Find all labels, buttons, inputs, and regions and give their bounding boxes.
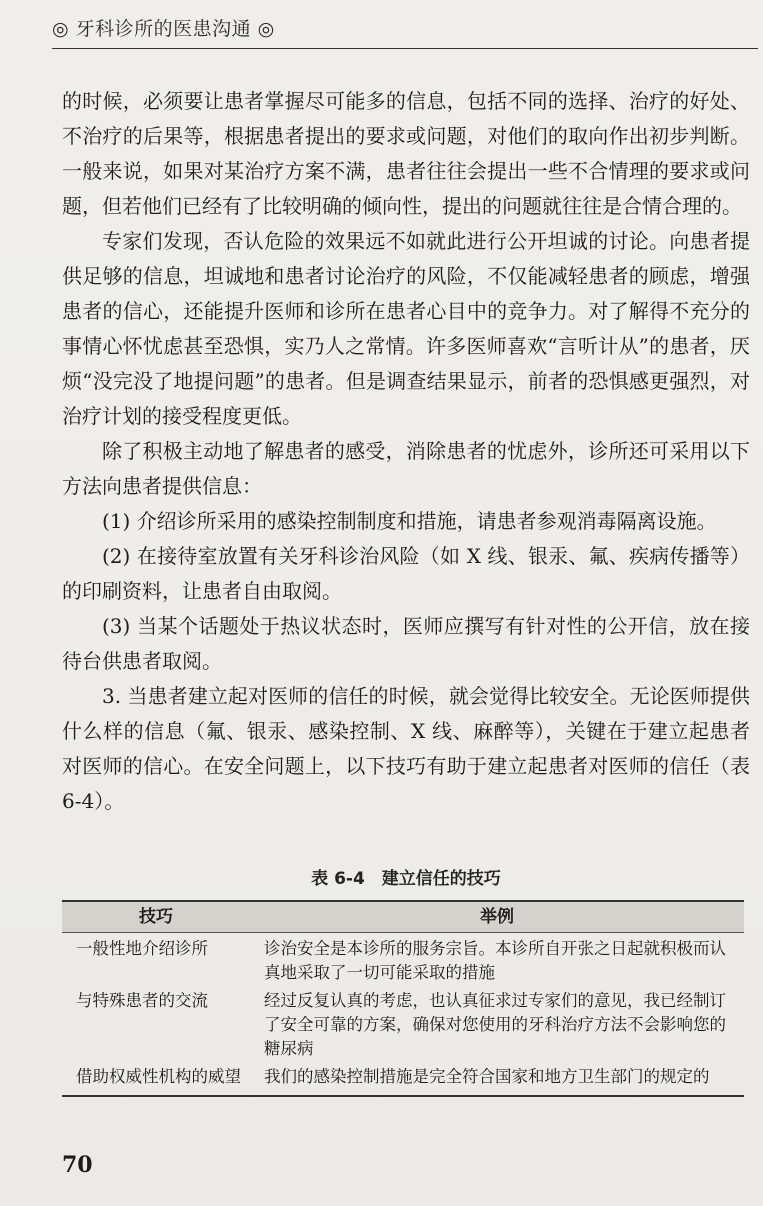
list-item: (3) 当某个话题处于热议状态时，医师应撰写有针对性的公开信，放在接待台供患者取阅。 bbox=[62, 614, 750, 673]
table-cell-example: 经过反复认真的考虑，也认真征求过专家们的意见，我已经制订了安全可靠的方案，确保对您使用的牙科治疗方法不会影响您的糖尿病 bbox=[264, 991, 726, 1058]
table-header-row bbox=[62, 901, 744, 933]
table-caption: 表 6-4 建立信任的技巧 bbox=[311, 869, 501, 889]
list-item: (1) 介绍诊所采用的感染控制制度和措施，请患者参观消毒隔离设施。 bbox=[102, 509, 717, 533]
table-row bbox=[62, 933, 744, 986]
table-cell-skill: 一般性地介绍诊所 bbox=[76, 939, 208, 958]
table-row bbox=[62, 1061, 744, 1096]
column-header-skill: 技巧 bbox=[62, 901, 250, 933]
table-cell-example: 诊治安全是本诊所的服务宗旨。本诊所自开张之日起就积极而认真地采取了一切可能采取的措施 bbox=[264, 939, 726, 982]
header-rule bbox=[52, 48, 758, 49]
paragraph: 3. 当患者建立起对医师的信任的时候，就会觉得比较安全。无论医师提供什么样的信息（氟、银汞、感染控制、X 线、麻醉等），关键在于建立起患者对医师的信心。在安全问题上，以下技巧有助于建立起患者对医师的信任（表 6-4）。 bbox=[62, 684, 750, 813]
page-number: 70 bbox=[62, 1152, 93, 1178]
body-text bbox=[62, 84, 750, 819]
table-row bbox=[62, 985, 744, 1061]
running-head: ◎ 牙科诊所的医患沟通 ◎ bbox=[52, 18, 275, 40]
table-cell-example: 我们的感染控制措施是完全符合国家和地方卫生部门的规定的 bbox=[250, 1061, 744, 1096]
table-cell-skill: 借助权威性机构的威望 bbox=[62, 1061, 250, 1096]
paragraph-continued: 的时候，必须要让患者掌握尽可能多的信息，包括不同的选择、治疗的好处、不治疗的后果等，根据患者提出的要求或问题，对他们的取向作出初步判断。一般来说，如果对某治疗方案不满，患者往往会提出一些不合情理的要求或问题，但若他们已经有了比较明确的倾向性，提出的问题就往往是合情合理的。 bbox=[62, 89, 750, 218]
paragraph: 除了积极主动地了解患者的感受，消除患者的忧虑外，诊所还可采用以下方法向患者提供信息： bbox=[62, 439, 750, 498]
paragraph: 专家们发现，否认危险的效果远不如就此进行公开坦诚的讨论。向患者提供足够的信息，坦诚地和患者讨论治疗的风险，不仅能减轻患者的顾虑，增强患者的信心，还能提升医师和诊所在患者心目中的竞争力。对了解得不充分的事情心怀忧虑甚至恐惧，实乃人之常情。许多医师喜欢“言听计从”的患者，厌烦“没完没了地提问题”的患者。但是调查结果显示，前者的恐惧感更强烈，对治疗计划的接受程度更低。 bbox=[62, 229, 750, 428]
trust-skills-table bbox=[62, 900, 744, 1097]
column-header-example: 举例 bbox=[250, 901, 744, 933]
table-cell-skill: 与特殊患者的交流 bbox=[76, 991, 208, 1010]
list-item: (2) 在接待室放置有关牙科诊治风险（如 X 线、银汞、氟、疾病传播等）的印刷资料，让患者自由取阅。 bbox=[62, 544, 750, 603]
